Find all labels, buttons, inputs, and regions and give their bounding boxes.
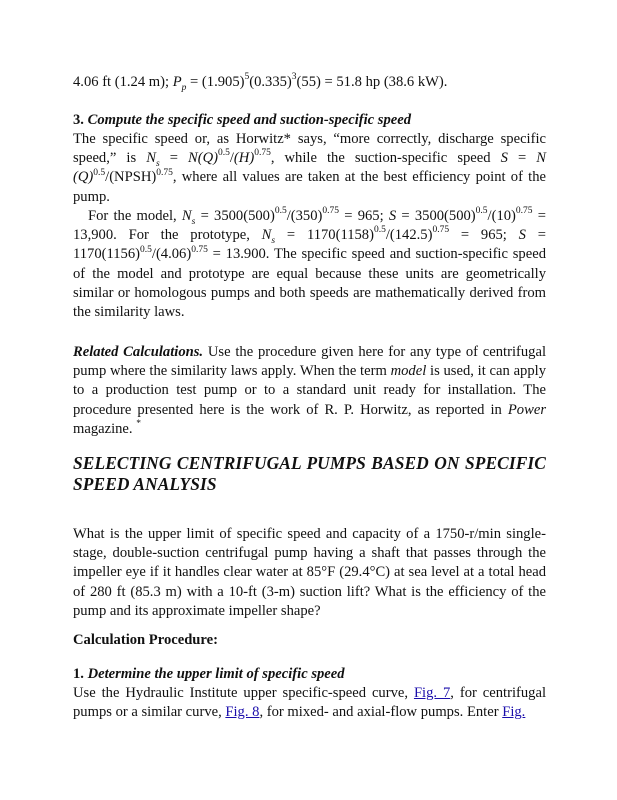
step1-heading: 1. Determine the upper limit of specific speed <box>73 666 345 682</box>
related-calculations-paragraph: Related Calculations. Use the procedure given here for any type of centrifugal pump where the similarity laws apply. When the term model is used, it can apply to a production test pump or to a standard unit ready for installation. The procedure presented here is the work of R. P. Horwitz, as reported in Power magazine. * <box>73 344 547 437</box>
fig-7-link[interactable]: Fig. 7 <box>413 685 451 701</box>
fig-8-link[interactable]: Fig. 8 <box>225 704 260 721</box>
step3-paragraph-2: For the model, $N_s = 3500(500)^{0.5}/(350)^{0.75} = 965$; $S = 3500(500)^{0.5}/(10)^{0.75} = 13,900$. For the prototype, $N_s = 1170(1158)^{0.5}/(142.5)^{0.75} = 965$; $S = 1170(1156)^{0.5}/(4.06)^{0.75} = 13.900$. The specific speed and suction-specific speed of the model and prototype are equal because these units are geometrically similar or homologous pumps and both speeds are mathematically derived from the similarity laws. <box>73 206 546 321</box>
problem-statement: What is the upper limit of specific speed and capacity of a 1750-r/min single-stage, double-suction centrifugal pump having a shaft that passes through the impeller eye if it handles clear water at 85°F (29.4°C) at sea level at a total head of 280 ft (85.3 m) with a 10-ft (3-m) suction lift? What is the efficiency of the pump and its approximate impeller shape? <box>73 526 546 619</box>
fig-link[interactable]: Fig. <box>502 704 526 721</box>
step1-paragraph: Use the Hydraulic Institute upper specific-speed curve, Fig. 7, for centrifugal pumps or a similar curve, Fig. 8, for mixed- and axial-flow pumps. Enter Fig. <box>73 685 547 721</box>
section-title: SELECTING CENTRIFUGAL PUMPS BASED ON SPECIFIC SPEED ANALYSIS <box>73 453 546 494</box>
step3-paragraph-1: The specific speed or, as Horwitz* says, “more correctly, discharge specific speed,” is $N_s = N(Q)^{0.5}/(H)^{0.75}$, while the suction-specific speed S = N $(Q)^{0.5}/(NPSH)^{0.75}$, where all values are taken at the best efficiency point of the pump. <box>73 131 546 205</box>
power-result-line: 4.06 ft (1.24 m); $P_p = (1.905)^5(0.335)^3(55) = 51.8$ hp (38.6 kW). <box>73 72 448 93</box>
calculation-procedure-heading: Calculation Procedure: <box>73 632 218 648</box>
step3-heading: 3. Compute the specific speed and suction-specific speed <box>73 112 412 128</box>
